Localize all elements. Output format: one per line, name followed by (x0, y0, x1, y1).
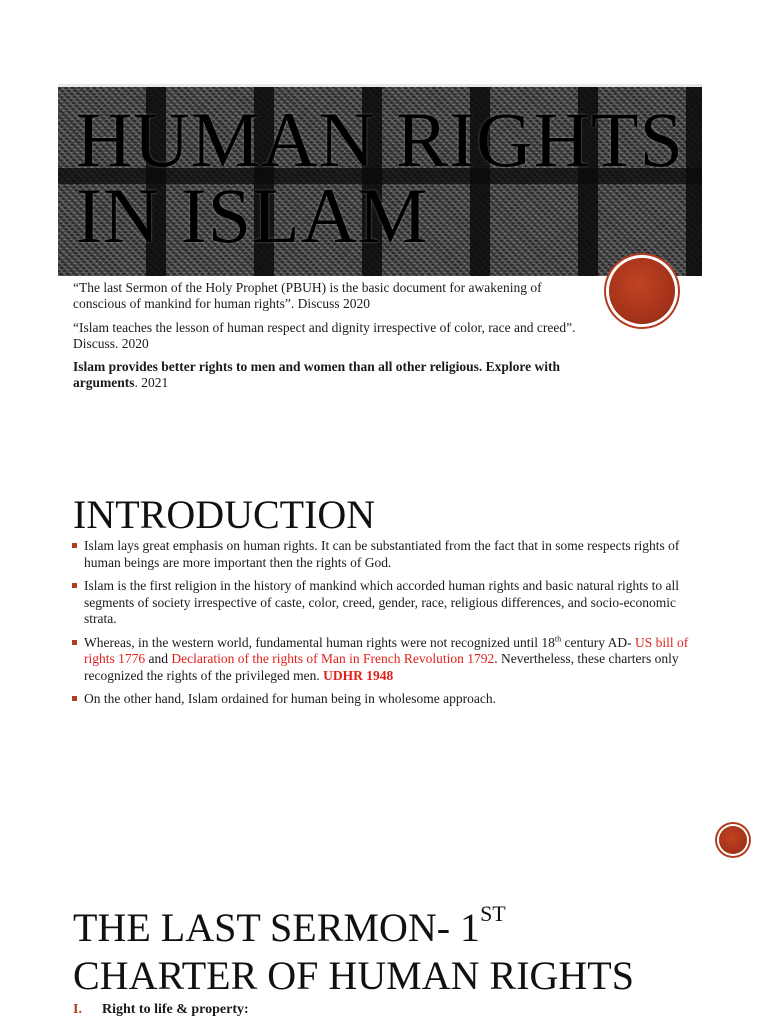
right-to-life-item (73, 1002, 249, 1018)
list-item (72, 538, 697, 571)
highlight-udhr: UDHR 1948 (323, 667, 394, 683)
heading-line-2: CHARTER OF HUMAN RIGHTS (73, 953, 634, 998)
bullet-text: On the other hand, Islam ordained for human being in wholesome approach. (84, 691, 497, 706)
introduction-list (72, 538, 697, 715)
decorative-circle (609, 258, 675, 324)
list-item (72, 578, 697, 628)
bullet-icon (72, 583, 77, 588)
decorative-circle-small (719, 826, 747, 854)
bullet-text: Islam lays great emphasis on human rights. It can be substantiated from the fact that in some respects rights of human beings are more important then the rights of God. (84, 538, 680, 570)
slide-title: HUMAN RIGHTS IN ISLAM (76, 96, 684, 259)
title-banner (58, 84, 702, 276)
list-item (72, 635, 697, 685)
bullet-text: . Nevertheless, these charters only recognized the rights of the privileged men. (84, 651, 679, 683)
bullet-icon (72, 640, 77, 645)
bullet-icon (72, 696, 77, 701)
question-1: “The last Sermon of the Holy Prophet (PBUH) is the basic document for awakening of conscious of mankind for human rights”. Discuss 2020 (73, 280, 542, 311)
question-3 (73, 359, 593, 391)
bullet-text: Islam is the first religion in the history of mankind which accorded human rights and basic natural rights to all segments of society irrespective of caste, color, creed, gender, race, religious differences, and socio-economic strata. (84, 578, 679, 626)
highlight-us-bill: US bill of rights 1776 (84, 634, 689, 666)
item-label: Right to life & property: (101, 1002, 249, 1017)
bullet-text: Whereas, in the western world, fundamental human rights were not recognized until 18 (84, 634, 555, 650)
ordinal-suffix: ST (480, 900, 506, 926)
highlight-declaration: Declaration of the rights of Man in French Revolution 1792 (171, 651, 495, 666)
ordinal-suffix: th (554, 634, 562, 643)
introduction-heading: INTRODUCTION (73, 492, 376, 537)
item-number: I. (73, 1002, 82, 1017)
question-3-bold: Islam provides better rights to men and women than all other religious. Explore with arguments (73, 359, 561, 390)
bullet-text: and (145, 651, 172, 666)
last-sermon-heading (73, 900, 634, 1000)
bullet-icon (72, 543, 77, 548)
bullet-text: century AD- (561, 634, 635, 650)
heading-line-1: THE LAST SERMON- 1 (73, 905, 481, 950)
question-3-year: . 2021 (134, 375, 169, 390)
list-item (72, 691, 697, 708)
question-2: “Islam teaches the lesson of human respect and dignity irrespective of color, race and creed”. Discuss. 2020 (73, 320, 576, 351)
